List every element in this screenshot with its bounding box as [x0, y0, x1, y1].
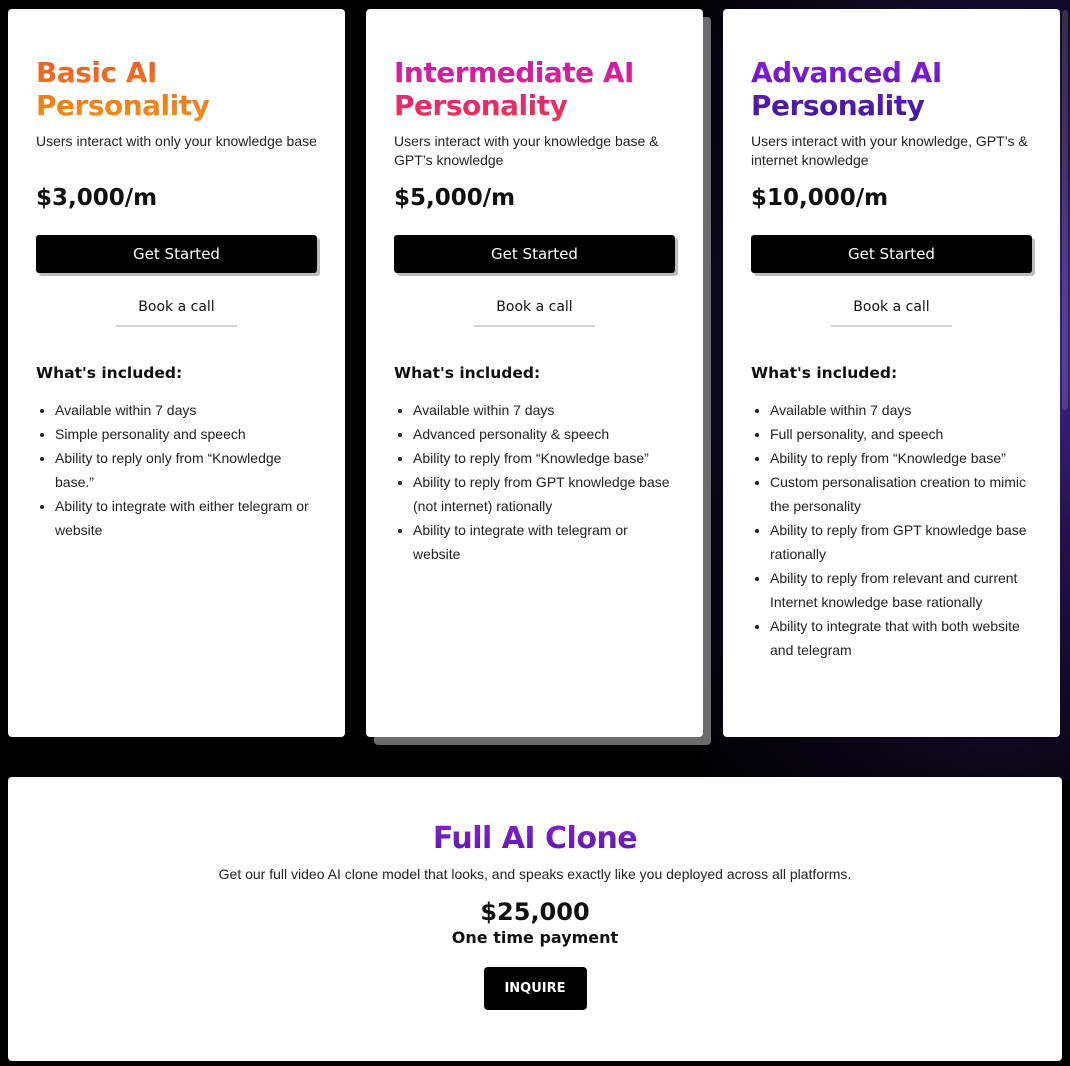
list-item: • Ability to integrate with telegram or website — [413, 518, 675, 566]
plan-price: $10,000/m — [751, 185, 889, 211]
list-item: • Ability to reply from relevant and current Internet knowledge base rationally — [770, 566, 1032, 614]
plan-title: Intermediate AI Personality — [394, 56, 675, 122]
plan-description: Users interact with your knowledge, GPT’s & internet knowledge — [751, 133, 1028, 168]
list-item: • Advanced personality & speech — [413, 422, 675, 446]
list-item: • Available within 7 days — [770, 398, 1032, 422]
inquire-button[interactable]: INQUIRE — [484, 967, 587, 1010]
list-item: • Ability to reply from GPT knowledge base rationally — [770, 518, 1032, 566]
feature-list — [751, 398, 1032, 662]
list-item: • Ability to reply from “Knowledge base” — [413, 446, 675, 470]
list-item: • Available within 7 days — [413, 398, 675, 422]
book-call-button[interactable]: Book a call — [474, 295, 594, 327]
list-item: • Ability to reply from “Knowledge base” — [770, 446, 1032, 470]
list-item: • Simple personality and speech — [55, 422, 317, 446]
book-call-button[interactable]: Book a call — [831, 295, 951, 327]
included-heading: What's included: — [36, 364, 183, 382]
list-item: • Custom personalisation creation to mimic the personality — [770, 470, 1032, 518]
list-item: • Full personality, and speech — [770, 422, 1032, 446]
plan-title: Basic AI Personality — [36, 56, 317, 122]
included-heading: What's included: — [751, 364, 898, 382]
plan-description: Users interact with only your knowledge base — [36, 133, 317, 149]
clone-description: Get our full video AI clone model that looks, and speaks exactly like you deployed across all platforms. — [218, 866, 852, 882]
book-call-button[interactable]: Book a call — [116, 295, 236, 327]
list-item: • Ability to integrate that with both website and telegram — [770, 614, 1032, 662]
plan-title: Advanced AI Personality — [751, 56, 1032, 122]
clone-payment-note: One time payment — [451, 928, 619, 947]
get-started-button[interactable]: Get Started — [36, 235, 317, 273]
list-item: • Ability to reply from GPT knowledge base (not internet) rationally — [413, 470, 675, 518]
clone-title: Full AI Clone — [8, 821, 1062, 856]
scrollbar[interactable] — [1062, 10, 1068, 410]
full-ai-clone-card — [8, 777, 1062, 1061]
feature-list — [394, 398, 675, 566]
pricing-card-basic — [8, 9, 345, 737]
plan-description: Users interact with your knowledge base & GPT’s knowledge — [394, 133, 659, 168]
pricing-card-advanced — [723, 9, 1060, 737]
included-heading: What's included: — [394, 364, 541, 382]
list-item: • Ability to reply only from “Knowledge base.” — [55, 446, 317, 494]
get-started-button[interactable]: Get Started — [751, 235, 1032, 273]
list-item: • Ability to integrate with either telegram or website — [55, 494, 317, 542]
get-started-button[interactable]: Get Started — [394, 235, 675, 273]
plan-price: $5,000/m — [394, 185, 516, 211]
feature-list — [36, 398, 317, 542]
plan-price: $3,000/m — [36, 185, 158, 211]
pricing-card-intermediate — [366, 9, 703, 737]
list-item: • Available within 7 days — [55, 398, 317, 422]
clone-price: $25,000 — [480, 898, 590, 926]
